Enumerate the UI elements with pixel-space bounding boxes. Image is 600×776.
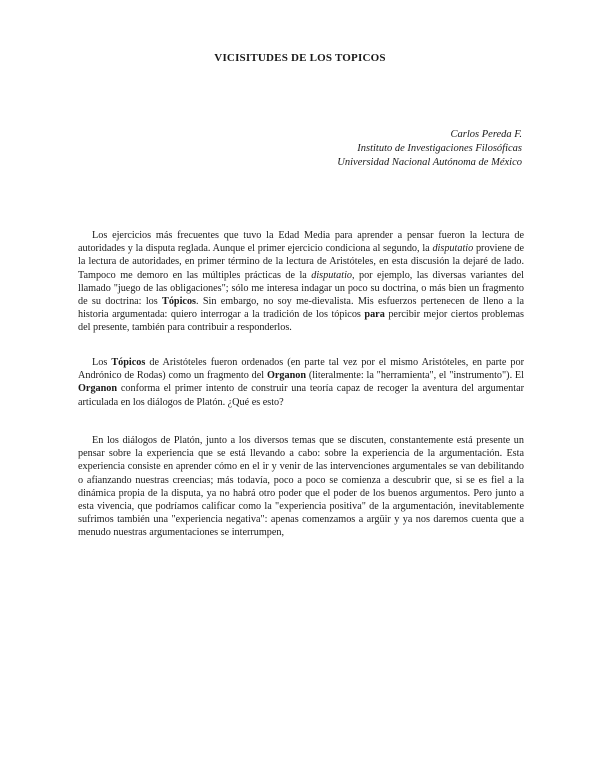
author-institute: Instituto de Investigaciones Filosóficas (357, 143, 522, 154)
author-block (337, 128, 522, 170)
text-run: Los (92, 357, 112, 368)
author-university: Universidad Nacional Autónoma de México (337, 157, 522, 168)
bold-topicos: Tópicos (111, 357, 146, 368)
emphasis-disputatio: disputatio (311, 269, 352, 281)
text-run: . Sin embargo, no soy me-dievalista. Mis esfuerzos pertenecen de lleno a la historia argumentada: quiero interrogar a la tradición de los tópicos (78, 296, 524, 321)
author-name: Carlos Pereda F. (450, 129, 522, 140)
bold-para: para (364, 309, 385, 321)
text-run: percibir mejor ciertos problemas del presente, también para contribuir a responderlos. (78, 309, 524, 334)
text-run: , por ejemplo, las diversas variantes del llamado "juego de las obligaciones"; sólo me interesa indagar un poco su doctrina, o más bien un fragmento de su doctrina: los (78, 269, 524, 308)
document-title: VICISITUDES DE LOS TOPICOS (214, 52, 386, 64)
text-run: de Aristóteles fueron ordenados (en parte tal vez por el mismo Aristóteles, en parte por Andrónico de Rodas) como un fragmento del (78, 357, 525, 382)
text-run: (literalmente: la "herramienta", el "instrumento"). El (306, 370, 524, 382)
text-run: Los ejercicios más frecuentes que tuvo la Edad Media para aprender a pensar fueron la lectura de autoridades y la disputa reglada. Aunque el primer ejercicio condiciona al segundo, la (78, 230, 524, 255)
paragraph-1 (78, 229, 524, 335)
bold-organon: Organon (266, 370, 306, 382)
emphasis-disputatio: disputatio (432, 243, 474, 255)
paragraph-2 (78, 356, 524, 409)
text-run: proviene de la lectura de autoridades, en primer término de la lectura de Aristóteles, en esta discusión la dejaré de lado. Tampoco me demoro en las múltiples prácticas de la (78, 243, 524, 281)
text-run: En los diálogos de Platón, junto a los diversos temas que se discuten, constantemente está presente un pensar sobre la experiencia que se está llevando a cabo: sobre la experiencia de la argumentación. Esta experiencia consiste en aprender cómo en el ir y venir de las intervenciones argumentales se van debilitando o afianzando nuestras creencias; más todavía, poco a poco se comienza a descubrir que, si se es fiel a la dinámica propia de la disputa, ya no habrá otro poder que el poder de los buenos argumentos. Pero junto a esta vivencia, que podríamos calificar como la "experiencia positiva" de la argumentación, inevitablemente sufrimos también una "experiencia negativa": apenas comenzamos a argüir y ya nos daremos cuenta que a menudo nuestras argumentaciones se interrumpen, (78, 435, 524, 539)
text-run: conforma el primer intento de construir una teoría capaz de recoger la aventura del argumentar articulada en los diálogos de Platón. ¿Qué es esto? (78, 383, 524, 408)
paragraph-3 (78, 434, 524, 540)
bold-organon: Organon (78, 383, 118, 395)
bold-topicos: Tópicos (162, 296, 197, 308)
